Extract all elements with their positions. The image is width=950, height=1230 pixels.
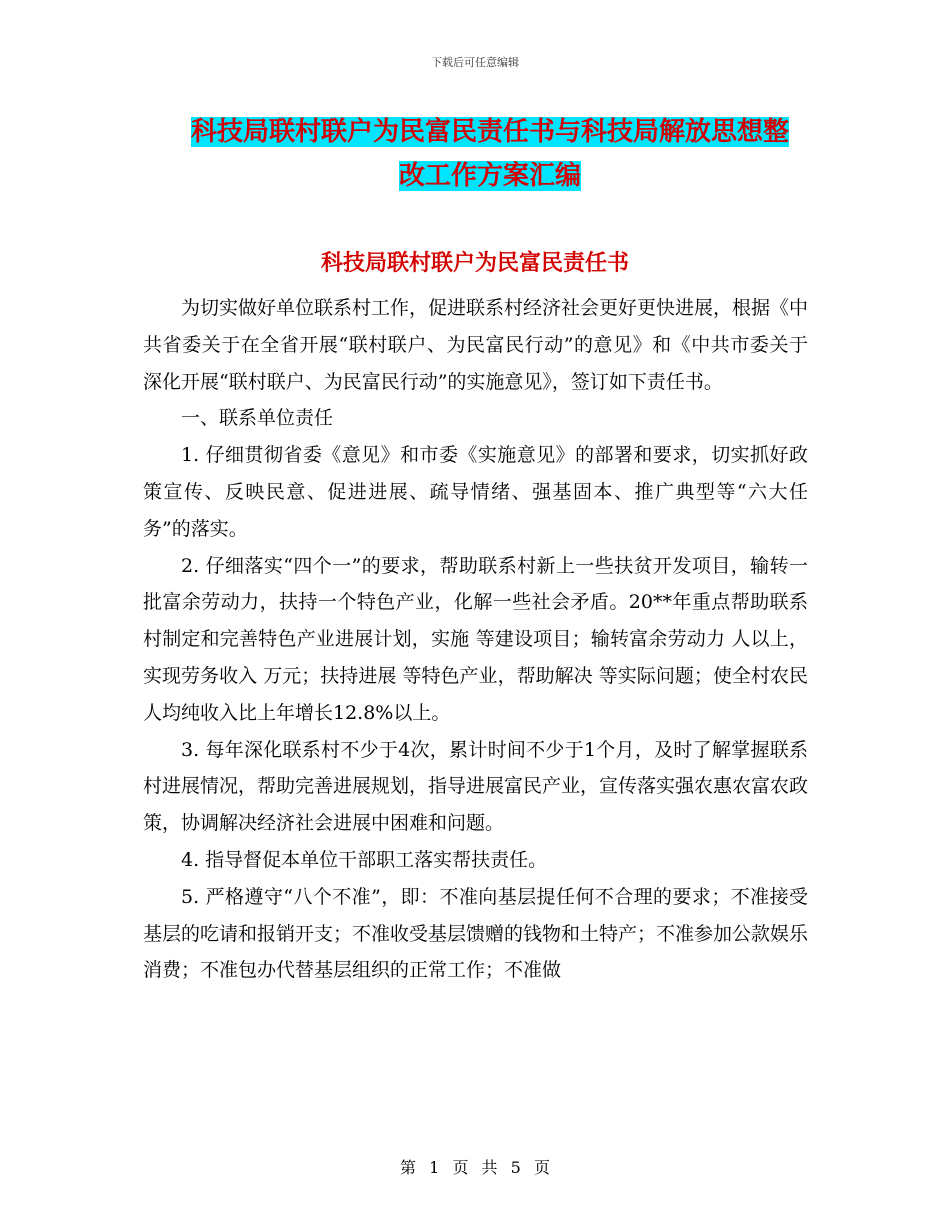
paragraph: 一、联系单位责任	[181, 407, 334, 430]
paragraph: 2. 仔细落实“四个一”的要求，帮助联系村新上一些扶贫开发项目，输转一批富余劳动力，扶持一个特色产业，化解一些社会矛盾。20**年重点帮助联系村制定和完善特色产业进展计划，实施 等建设项目；输转富余劳动力 人以上，实现劳务收入 万元；扶持进展 等特色产业，帮助解决 等实际问题；使全村农民人均纯收入比上年增长12.8%以上。	[143, 554, 808, 724]
footer-mid: 页	[452, 1158, 469, 1177]
document-title-line1: 科技局联村联户为民富民责任书与科技局解放思想整	[190, 117, 789, 147]
paragraph: 4. 指导督促本单位干部职工落实帮扶责任。	[181, 848, 548, 871]
footer-suffix: 页	[533, 1158, 550, 1177]
header-note: 下载后可任意编辑	[431, 56, 519, 69]
footer-prefix: 第	[400, 1158, 417, 1177]
document-title-line2: 改工作方案汇编	[398, 161, 581, 191]
section-title: 科技局联村联户为民富民责任书	[320, 251, 629, 276]
body-text	[143, 290, 808, 989]
page-total: 5	[510, 1158, 521, 1177]
paragraph: 为切实做好单位联系村工作，促进联系村经济社会更好更快进展，根据《中共省委关于在全省开展“联村联户、为民富民行动”的意见》和《中共市委关于深化开展“联村联户、为民富民行动”的实施意见》，签订如下责任书。	[143, 297, 809, 393]
paragraph: 3. 每年深化联系村不少于4次，累计时间不少于1个月，及时了解掌握联系村进展情况，帮助完善进展规划，指导进展富民产业，宣传落实强农惠农富农政策，协调解决经济社会进展中困难和问题。	[143, 738, 809, 835]
document-title	[140, 110, 840, 198]
page-footer	[0, 1155, 950, 1178]
paragraph: 5. 严格遵守“八个不准”，即：不准向基层提任何不合理的要求；不准接受基层的吃请和报销开支；不准收受基层馈赠的钱物和土特产；不准参加公款娱乐消费；不准包办代替基层组织的正常工作；不准做	[143, 885, 809, 982]
footer-total-label: 共	[481, 1158, 498, 1177]
paragraph: 1. 仔细贯彻省委《意见》和市委《实施意见》的部署和要求，切实抓好政策宣传、反映民意、促进进展、疏导情绪、强基固本、推广典型等“六大任务”的落实。	[143, 444, 808, 540]
page-number: 1	[429, 1158, 440, 1177]
